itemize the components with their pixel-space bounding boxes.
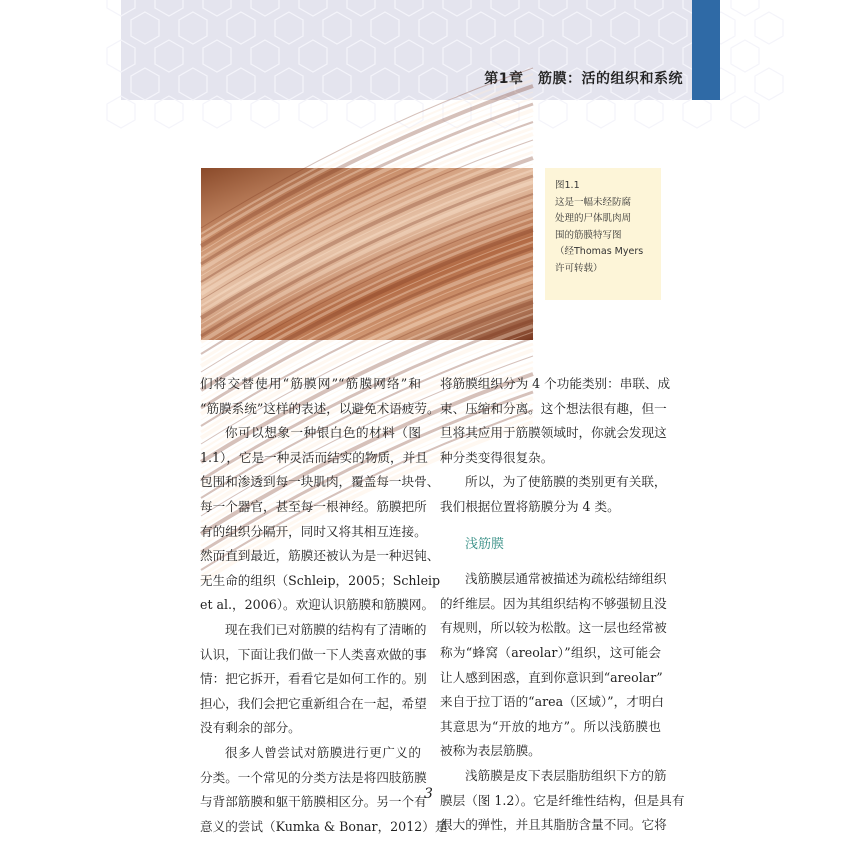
- text-line: 每一个器官，甚至每一根神经。筋膜把所: [200, 498, 427, 514]
- text-line: 认识，下面让我们做一下人类喜欢做的事: [200, 646, 427, 662]
- text-line: 有的组织分隔开，同时又将其相互连接。: [200, 523, 427, 539]
- caption-line: （经Thomas Myers: [555, 246, 644, 257]
- text-line: 的纤维层。因为其组织结构不够强韧且没: [440, 595, 667, 611]
- caption-line: 处理的尸体肌肉周: [555, 213, 632, 224]
- figure-caption: [545, 168, 661, 300]
- chapter-title: 第1章 筋膜：活的组织和系统: [484, 71, 683, 87]
- text-line: 然而直到最近，筋膜还被认为是一种迟钝、: [200, 548, 440, 564]
- text-line: 很大的弹性，并且其脂肪含量不同。它将: [440, 817, 667, 833]
- text-line: 没有剩余的部分。: [200, 720, 301, 736]
- text-line: 浅筋膜是皮下表层脂肪组织下方的筋: [465, 767, 667, 783]
- text-line: 其意思为“开放的地方”。所以浅筋膜也: [440, 718, 661, 734]
- caption-line: 围的筋膜特写图: [555, 229, 622, 241]
- text-line: 分类。一个常见的分类方法是将四肢筋膜: [200, 769, 427, 785]
- text-line: 膜层（图 1.2）。它是纤维性结构，但是具有: [440, 792, 685, 808]
- text-line: 包围和渗透到每一块肌肉，覆盖每一块骨、: [200, 474, 440, 490]
- text-line: 有规则，所以较为松散。这一层也经常被: [440, 620, 667, 636]
- right-column: [440, 372, 685, 838]
- text-line: 担心，我们会把它重新组合在一起，希望: [200, 695, 427, 711]
- text-line: 很多人曾尝试对筋膜进行更广义的: [225, 744, 421, 760]
- text-line: 意义的尝试（Kumka & Bonar，2012）是: [200, 818, 448, 834]
- text-line: 浅筋膜层通常被描述为疏松结缔组织: [465, 571, 667, 587]
- text-line: 1.1），它是一种灵活而结实的物质，并且: [200, 449, 428, 465]
- caption-line: 这是一幅未经防腐: [555, 196, 632, 208]
- text-line: 种分类变得很复杂。: [440, 449, 554, 465]
- text-line: 现在我们已对筋膜的结构有了清晰的: [225, 621, 427, 637]
- text-line: 束、压缩和分离。这个想法很有趣，但一: [440, 400, 667, 416]
- page-number: 3: [424, 786, 433, 802]
- left-column: [200, 372, 448, 839]
- fascia-fibers-illustration: [201, 168, 533, 340]
- chapter-tab-bar: [692, 0, 720, 100]
- text-line: 与背部筋膜和躯干筋膜相区分。另一个有: [200, 794, 427, 810]
- text-line: et al.，2006）。欢迎认识筋膜和筋膜网。: [200, 597, 435, 613]
- text-line: 所以，为了使筋膜的类别更有关联，: [465, 474, 667, 490]
- fascia-photo: [201, 168, 533, 340]
- text-line: 让人感到困惑，直到你意识到“areolar”: [440, 669, 663, 685]
- text-line: 无生命的组织（Schleip，2005；Schleip: [200, 572, 441, 588]
- text-line: “筋膜系统”这样的表述，以避免术语疲劳。: [200, 400, 440, 416]
- text-line: 被称为表层筋膜。: [440, 743, 541, 759]
- text-line: 来自于拉丁语的“area（区域）”，才明白: [440, 694, 664, 710]
- figure-label: 图1.1: [555, 180, 580, 191]
- text-line: 将筋膜组织分为 4 个功能类别：串联、成: [440, 376, 671, 391]
- text-line: 称为“蜂窝（areolar）”组织，这可能会: [440, 644, 661, 660]
- text-line: 我们根据位置将筋膜分为 4 类。: [440, 498, 620, 514]
- section-heading: 浅筋膜: [465, 536, 505, 552]
- text-line: 旦将其应用于筋膜领域时，你就会发现这: [440, 425, 667, 441]
- text-line: 你可以想象一种银白色的材料（图: [225, 425, 421, 441]
- text-line: 们将交替使用“筋膜网”“筋膜网络”和: [200, 376, 421, 391]
- caption-line: 许可转载）: [555, 262, 603, 274]
- text-line: 情：把它拆开，看看它是如何工作的。别: [200, 671, 427, 687]
